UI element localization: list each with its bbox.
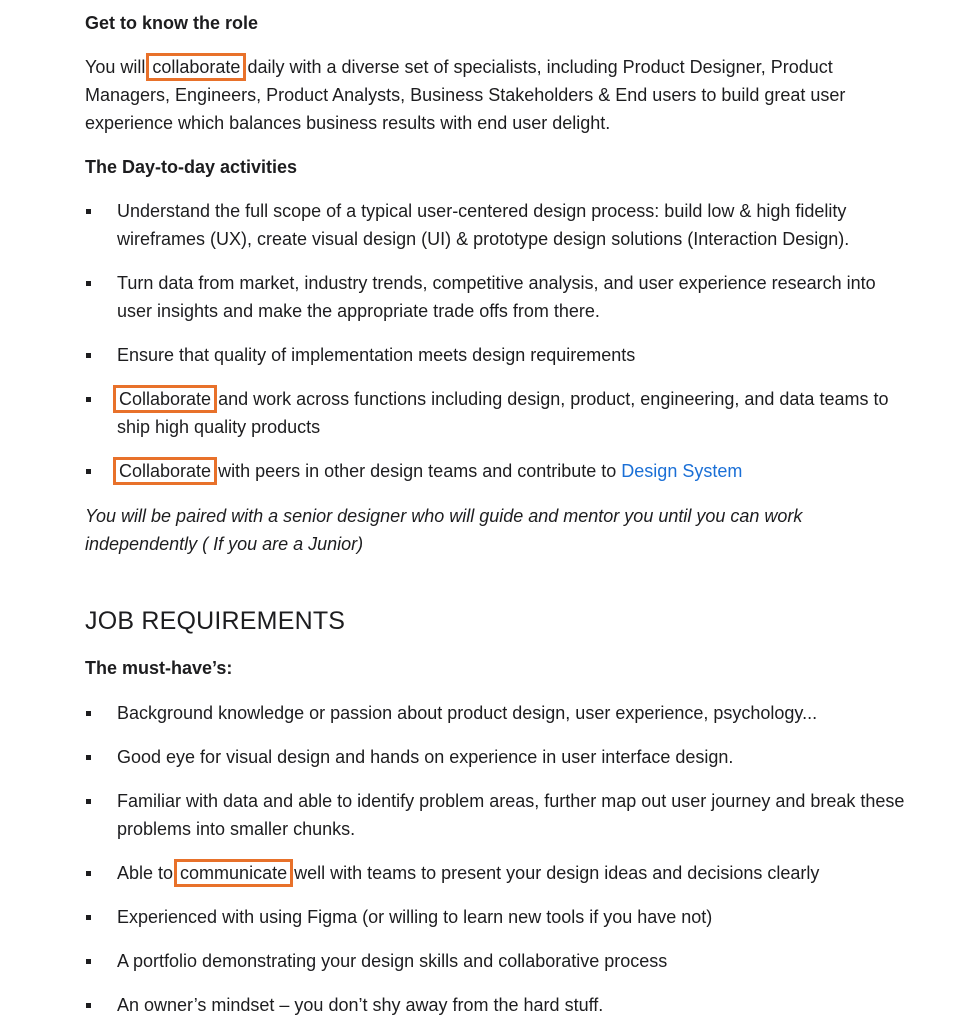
square-bullet-icon <box>86 711 91 716</box>
list-item <box>85 743 915 771</box>
square-bullet-icon <box>86 755 91 760</box>
list-item-text-before: Able to <box>117 863 179 883</box>
highlighted-word-communicate: communicate <box>180 863 288 883</box>
square-bullet-icon <box>86 799 91 804</box>
square-bullet-icon <box>86 397 91 402</box>
junior-mentoring-note: You will be paired with a senior designer who will guide and mentor you until you can work independently ( If you are a Junior) <box>85 506 803 554</box>
list-item-text: Turn data from market, industry trends, competitive analysis, and user experience research into user insights and make the appropriate trade offs from there. <box>117 273 876 321</box>
list-item-text: with peers in other design teams and contribute to <box>213 461 622 481</box>
list-item-text: Familiar with data and able to identify problem areas, further map out user journey and break these problems into smaller chunks. <box>117 791 905 839</box>
list-item-text: Ensure that quality of implementation meets design requirements <box>117 345 636 365</box>
highlighted-word-collaborate: Collaborate <box>119 389 212 409</box>
square-bullet-icon <box>86 469 91 474</box>
list-item-text: An owner’s mindset – you don’t shy away from the hard stuff. <box>117 995 604 1015</box>
highlighted-word-collaborate: collaborate <box>152 57 241 77</box>
role-para-after: daily with a diverse set of specialists, including Product Designer, Product Managers, Engineers, Product Analysts, Business Stakeholders & End users to build great user experience which balances business results with end user delight. <box>85 57 846 133</box>
day-to-day-list <box>85 197 915 501</box>
list-item-text: Understand the full scope of a typical user-centered design process: build low & high fidelity wireframes (UX), create visual design (UI) & prototype design solutions (Interaction Design). <box>117 201 850 249</box>
list-item <box>85 699 915 727</box>
list-item-text: well with teams to present your design ideas and decisions clearly <box>289 863 820 883</box>
must-haves-heading: The must-have’s: <box>85 658 233 678</box>
role-para-before: You will <box>85 57 151 77</box>
design-system-link[interactable]: Design System <box>621 461 743 481</box>
square-bullet-icon <box>86 353 91 358</box>
role-paragraph <box>85 53 895 137</box>
day-to-day-heading: The Day-to-day activities <box>85 157 298 177</box>
list-item <box>85 197 915 253</box>
job-requirements-heading: JOB REQUIREMENTS <box>85 607 346 635</box>
list-item <box>85 269 915 325</box>
list-item <box>85 341 915 369</box>
list-item <box>85 903 915 931</box>
list-item <box>85 457 915 485</box>
square-bullet-icon <box>86 281 91 286</box>
highlighted-word-collaborate: Collaborate <box>119 461 212 481</box>
list-item-text: and work across functions including design, product, engineering, and data teams to ship high quality products <box>117 389 889 437</box>
square-bullet-icon <box>86 209 91 214</box>
role-heading: Get to know the role <box>85 13 259 33</box>
square-bullet-icon <box>86 1003 91 1008</box>
list-item-text: A portfolio demonstrating your design skills and collaborative process <box>117 951 668 971</box>
list-item <box>85 385 915 441</box>
square-bullet-icon <box>86 915 91 920</box>
square-bullet-icon <box>86 959 91 964</box>
square-bullet-icon <box>86 871 91 876</box>
must-haves-list <box>85 699 915 1035</box>
list-item-text: Background knowledge or passion about product design, user experience, psychology... <box>117 703 818 723</box>
list-item <box>85 991 915 1019</box>
list-item-text: Good eye for visual design and hands on experience in user interface design. <box>117 747 734 767</box>
list-item <box>85 947 915 975</box>
list-item <box>85 787 915 843</box>
list-item <box>85 859 915 887</box>
list-item-text: Experienced with using Figma (or willing to learn new tools if you have not) <box>117 907 713 927</box>
